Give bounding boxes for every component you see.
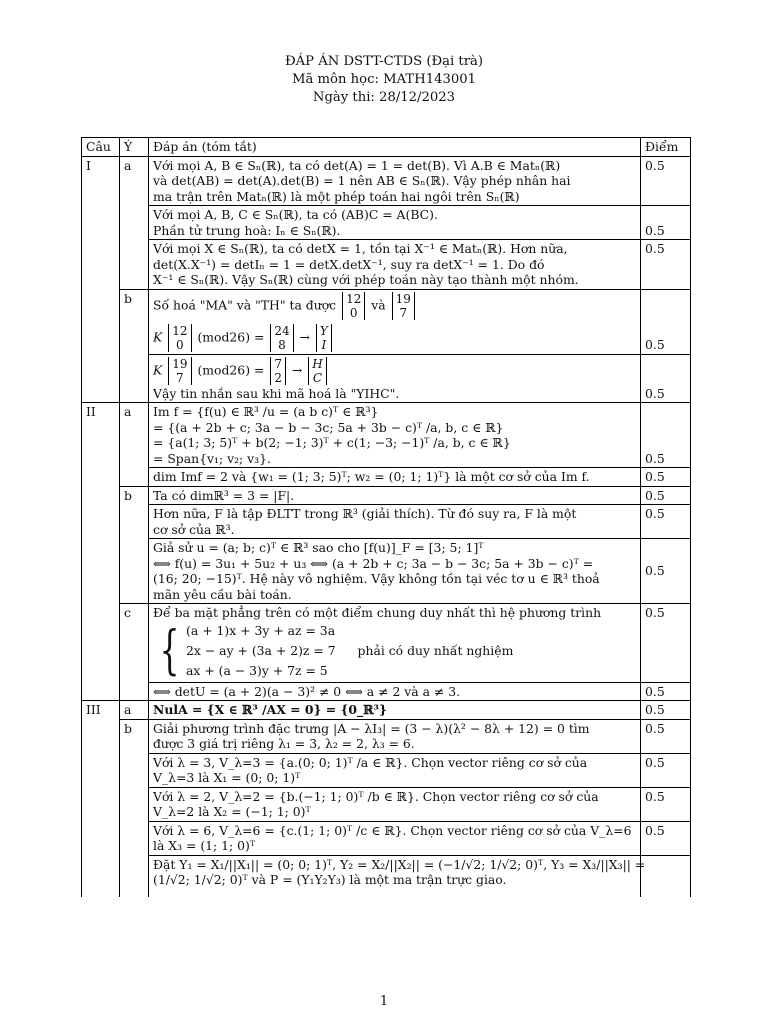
header-y: Ý	[120, 138, 149, 157]
score-cell: 0.5	[641, 821, 691, 855]
answer-line: Với mọi A, B, C ∈ Sₙ(ℝ), ta có (AB)C = A(BC).	[153, 207, 438, 222]
matrix-letters: H C	[308, 357, 326, 385]
score-cell: 0.5	[641, 505, 691, 539]
answer-line: và det(AB) = det(A).det(B) = 1 nên AB ∈ Sₙ(ℝ). Vậy phép nhân hai	[153, 173, 571, 188]
answer-table	[81, 137, 691, 897]
answer-line: Hơn nữa, F là tập ĐLTT trong ℝ³ (giải thích). Từ đó suy ra, F là một	[153, 506, 577, 521]
answer-line: Với mọi A, B ∈ Sₙ(ℝ), ta có det(A) = 1 = det(B). Vì A.B ∈ Matₙ(ℝ)	[153, 157, 561, 173]
part-label: b	[120, 486, 149, 505]
answer-cell	[149, 682, 641, 701]
matrix-result: 7 2	[270, 357, 286, 385]
matrix-th: 19 7	[392, 292, 415, 320]
question-label: I	[82, 156, 120, 206]
course-code: Mã môn học: MATH143001	[291, 72, 477, 87]
answer-line: V_λ=2 là X₂ = (−1; 1; 0)ᵀ	[153, 804, 311, 819]
answer-line: Với λ = 2, V_λ=2 = {b.(−1; 1; 0)ᵀ /b ∈ ℝ}. Chọn vector riêng cơ sở của	[153, 788, 599, 804]
answer-line: ma trận trên Matₙ(ℝ) là một phép toán hai ngôi trên Sₙ(ℝ)	[153, 188, 520, 204]
table-row	[82, 855, 691, 897]
score-cell: 0.5	[641, 403, 691, 468]
doc-title: ĐÁP ÁN DSTT-CTDS (Đại trà)	[284, 54, 484, 69]
table-row	[82, 682, 691, 701]
answer-line: = Span{v₁; v₂; v₃}.	[153, 450, 271, 466]
answer-line: Với mọi X ∈ Sₙ(ℝ), ta có detX = 1, tồn tại X⁻¹ ∈ Matₙ(ℝ). Hơn nữa,	[153, 241, 568, 256]
table-row	[82, 821, 691, 855]
answer-line: Vậy tin nhắn sau khi mã hoá là "YIHC".	[153, 385, 400, 401]
answer-cell: K 12 0 (mod26) = 24 8 → Y I	[149, 322, 641, 355]
answer-cell	[149, 701, 641, 720]
score-cell: 0.5	[641, 322, 691, 355]
score-cell: 0.5	[641, 486, 691, 505]
part-label: c	[120, 604, 149, 683]
score-cell: 0.5	[641, 240, 691, 290]
header-diem: Điểm	[641, 138, 691, 157]
answer-text: và	[371, 297, 386, 312]
table-row	[82, 539, 691, 604]
answer-cell	[149, 604, 641, 683]
answer-line: Để ba mặt phẳng trên có một điểm chung duy nhất thì hệ phương trình	[153, 605, 602, 620]
part-label: a	[120, 403, 149, 468]
document-header	[0, 53, 768, 107]
table-header-row	[82, 138, 691, 157]
answer-line: X⁻¹ ∈ Sₙ(ℝ). Vậy Sₙ(ℝ) cùng với phép toán này tạo thành một nhóm.	[153, 272, 579, 287]
answer-text: Số hoá "MA" và "TH" ta được	[153, 297, 337, 312]
answer-line: cơ sở của ℝ³.	[153, 521, 235, 537]
table-row	[82, 354, 691, 403]
matrix-result: 24 8	[270, 324, 293, 352]
answer-text: phải có duy nhất nghiệm	[357, 642, 514, 658]
answer-line: được 3 giá trị riêng λ₁ = 3, λ₂ = 2, λ₃ = 6.	[153, 736, 415, 751]
page-number: 1	[379, 994, 389, 1009]
answer-cell	[149, 156, 641, 206]
answer-cell	[149, 468, 641, 487]
score-cell: 0.5	[641, 156, 691, 206]
matrix-ma: 12 0	[342, 292, 365, 320]
score-cell: 0.5	[641, 604, 691, 683]
table-row	[82, 753, 691, 787]
matrix-input: 19 7	[168, 357, 191, 385]
answer-line: Với λ = 3, V_λ=3 = {a.(0; 0; 1)ᵀ /a ∈ ℝ}. Chọn vector riêng cơ sở của	[153, 754, 588, 770]
answer-line: NulA = {X ∈ ℝ³ /AX = 0} = {0_ℝ³}	[153, 702, 387, 717]
score-cell: 0.5	[641, 787, 691, 821]
table-row	[82, 604, 691, 683]
answer-line: Với λ = 6, V_λ=6 = {c.(1; 1; 0)ᵀ /c ∈ ℝ}. Chọn vector riêng cơ sở của V_λ=6	[153, 822, 632, 838]
table-row	[82, 787, 691, 821]
table-row	[82, 486, 691, 505]
answer-cell	[149, 403, 641, 468]
answer-line: = {a(1; 3; 5)ᵀ + b(2; −1; 3)ᵀ + c(1; −3; −1)ᵀ /a, b, c ∈ ℝ}	[153, 435, 511, 450]
table-row	[82, 468, 691, 487]
answer-line: là X₃ = (1; 1; 0)ᵀ	[153, 838, 256, 853]
header-cau: Câu	[82, 138, 120, 157]
header-dap-an: Đáp án (tóm tắt)	[149, 138, 641, 157]
part-label: b	[120, 289, 149, 322]
answer-line: det(X.X⁻¹) = detIₙ = 1 = detX.detX⁻¹, suy ra detX⁻¹ = 1. Do đó	[153, 256, 545, 272]
answer-line: (16; 20; −15)ᵀ. Hệ này vô nghiệm. Vậy không tồn tại véc tơ u ∈ ℝ³ thoả	[153, 571, 600, 586]
question-label: II	[82, 403, 120, 468]
answer-line: Giả sử u = (a; b; c)ᵀ ∈ ℝ³ sao cho [f(u)]_F = [3; 5; 1]ᵀ	[153, 540, 484, 555]
score-cell: 0.5	[641, 719, 691, 753]
equation-system: (a + 1)x + 3y + az = 3a 2x − ay + (3a + 2)z = 7 ax + (a − 3)y + 7z = 5	[186, 622, 336, 678]
score-cell: 0.5	[641, 206, 691, 240]
table-row	[82, 505, 691, 539]
table-row	[82, 701, 691, 720]
answer-line: Im f = {f(u) ∈ ℝ³ /u = (a b c)ᵀ ∈ ℝ³}	[153, 404, 379, 419]
answer-line: V_λ=3 là X₁ = (0; 0; 1)ᵀ	[153, 770, 301, 785]
table-row	[82, 156, 691, 206]
answer-cell	[149, 289, 641, 322]
answer-cell	[149, 821, 641, 855]
answer-cell: K 19 7 (mod26) = 7 2 → H C Vậy tin nhắn sau khi mã hoá là "YIHC".	[149, 354, 641, 403]
answer-line: dim Imf = 2 và {w₁ = (1; 3; 5)ᵀ; w₂ = (0; 1; 1)ᵀ} là một cơ sở của Im f.	[153, 469, 590, 484]
matrix-letters: Y I	[316, 324, 332, 352]
matrix-input: 12 0	[168, 324, 191, 352]
table-row	[82, 289, 691, 322]
question-label: III	[82, 701, 120, 720]
system-brace: {	[159, 620, 180, 681]
part-label: a	[120, 156, 149, 206]
answer-cell	[149, 505, 641, 539]
score-cell: 0.5	[641, 539, 691, 604]
table-row	[82, 719, 691, 753]
score-cell: 0.5	[641, 753, 691, 787]
answer-line: ⟺ detU = (a + 2)(a − 3)² ≠ 0 ⟺ a ≠ 2 và a ≠ 3.	[153, 683, 461, 699]
answer-cell	[149, 787, 641, 821]
answer-cell	[149, 539, 641, 604]
score-cell: 0.5	[641, 468, 691, 487]
answer-cell	[149, 206, 641, 240]
exam-date: Ngày thi: 28/12/2023	[312, 90, 456, 105]
answer-line: = {(a + 2b + c; 3a − b − 3c; 5a + 3b − c)ᵀ /a, b, c ∈ ℝ}	[153, 419, 504, 435]
answer-cell	[149, 486, 641, 505]
answer-cell	[149, 753, 641, 787]
part-label: a	[120, 701, 149, 720]
table-row	[82, 240, 691, 290]
answer-line: Phần tử trung hoà: Iₙ ∈ Sₙ(ℝ).	[153, 222, 341, 238]
answer-cell	[149, 719, 641, 753]
answer-line: (1/√2; 1/√2; 0)ᵀ và P = (Y₁Y₂Y₃) là một ma trận trực giao.	[153, 872, 507, 887]
answer-line: Ta có dimℝ³ = 3 = |F|.	[153, 487, 295, 503]
answer-line: mãn yêu cầu bài toán.	[153, 586, 292, 602]
part-label: b	[120, 719, 149, 753]
answer-cell	[149, 855, 646, 897]
table-row	[82, 322, 691, 355]
answer-cell	[149, 240, 641, 290]
score-cell: 0.5	[641, 354, 691, 403]
answer-line: Đặt Y₁ = X₁/||X₁|| = (0; 0; 1)ᵀ, Y₂ = X₂/||X₂|| = (−1/√2; 1/√2; 0)ᵀ, Y₃ = X₃/||X₃|| =	[153, 856, 646, 872]
table-row	[82, 206, 691, 240]
score-cell: 0.5	[641, 701, 691, 720]
answer-line: Giải phương trình đặc trưng |A − λI₃| = (3 − λ)(λ² − 8λ + 12) = 0 tìm	[153, 720, 590, 736]
table-row	[82, 403, 691, 468]
answer-line: ⟺ f(u) = 3u₁ + 5u₂ + u₃ ⟺ (a + 2b + c; 3a − b − 3c; 5a + 3b − c)ᵀ =	[153, 555, 594, 571]
score-cell: 0.5	[641, 682, 691, 701]
